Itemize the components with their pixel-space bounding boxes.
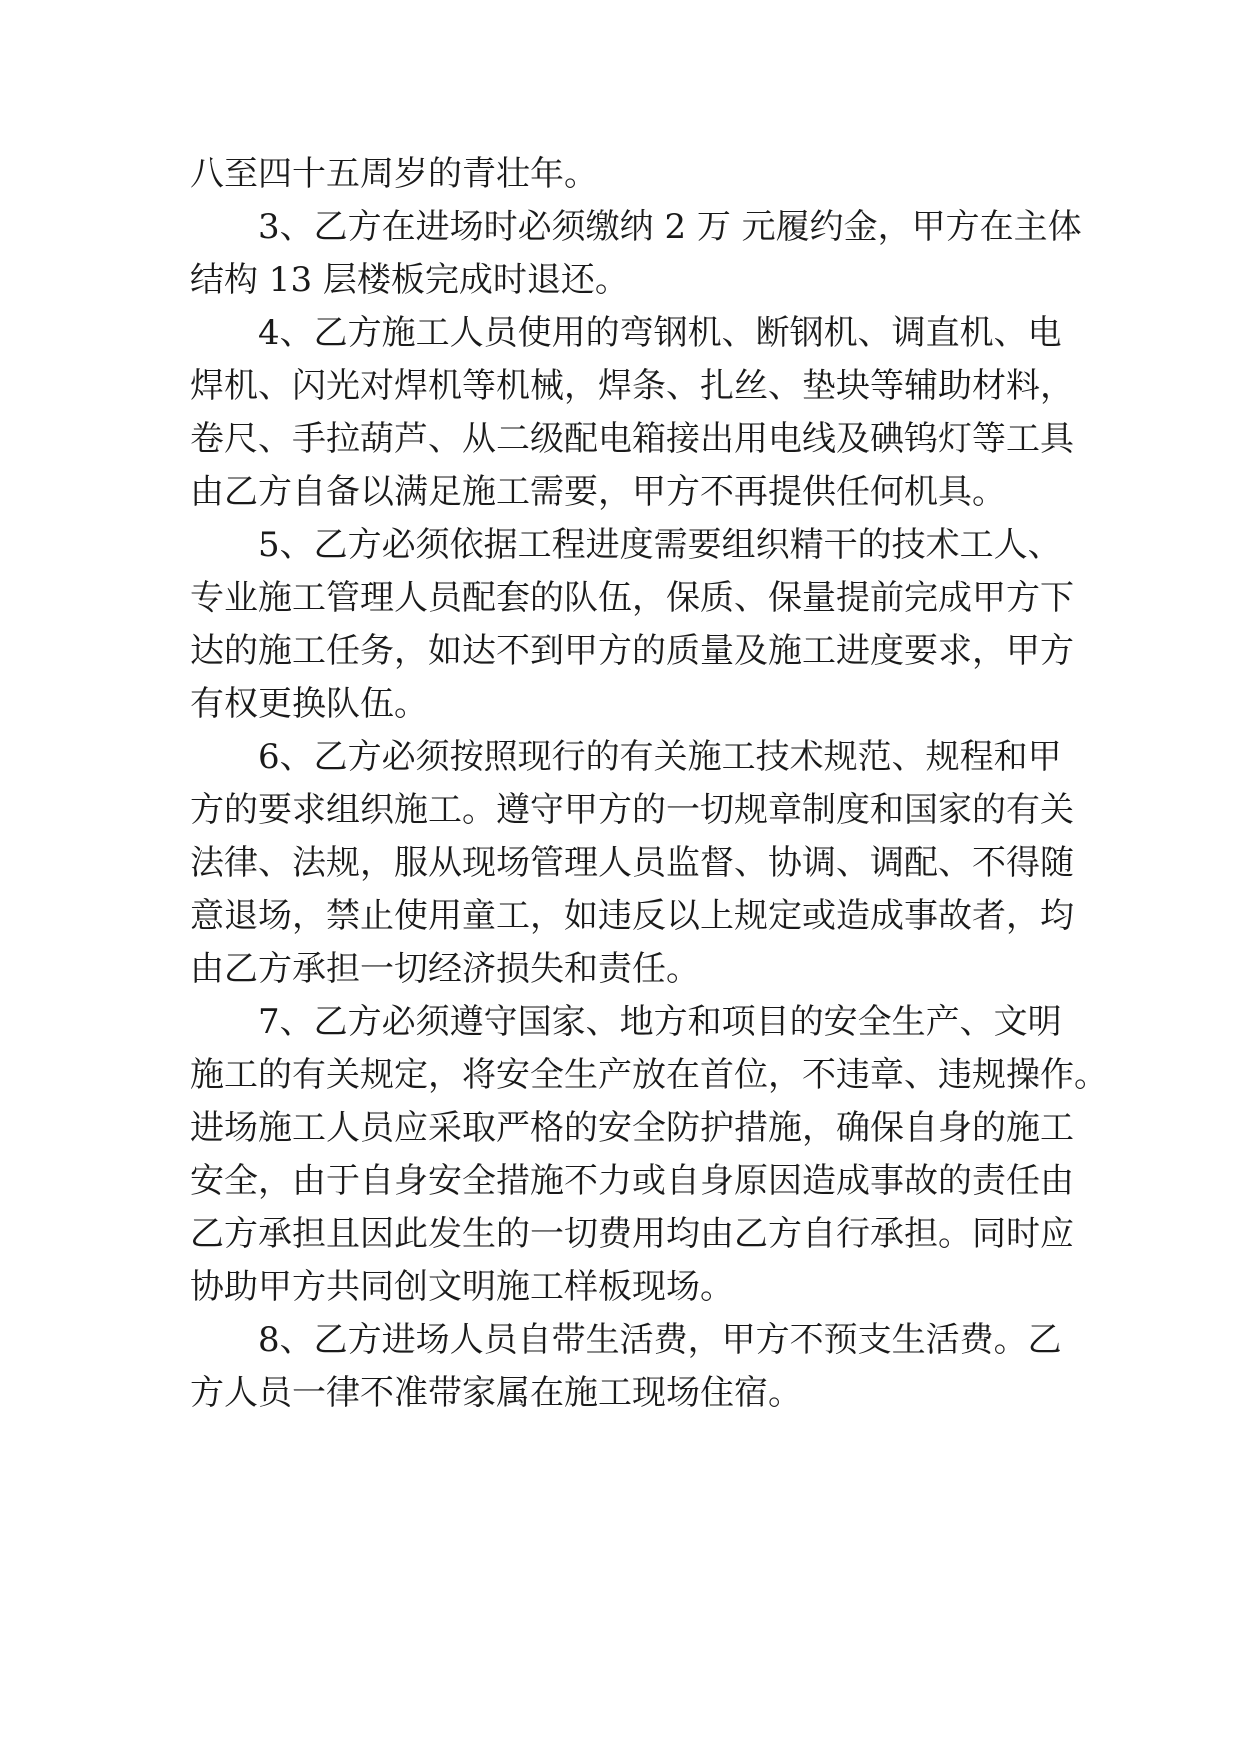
paragraph-3-line-2: 结构 13 层楼板完成时退还。 [190,260,629,300]
paragraph-7-line-3: 进场施工人员应采取严格的安全防护措施，确保自身的施工 [190,1108,1074,1148]
paragraph-5-line-1: 5、乙方必须依据工程进度需要组织精干的技术工人、 [258,525,1062,565]
paragraph-7-line-2: 施工的有关规定，将安全生产放在首位，不违章、违规操作。 [190,1055,1108,1095]
text-line: 八至四十五周岁的青壮年。 [190,154,598,194]
paragraph-4-line-1: 4、乙方施工人员使用的弯钢机、断钢机、调直机、电 [258,313,1062,353]
paragraph-6-line-1: 6、乙方必须按照现行的有关施工技术规范、规程和甲 [258,737,1062,777]
paragraph-7-line-4: 安全，由于自身安全措施不力或自身原因造成事故的责任由 [190,1161,1074,1201]
paragraph-7-line-6: 协助甲方共同创文明施工样板现场。 [190,1267,734,1307]
paragraph-4-line-2: 焊机、闪光对焊机等机械，焊条、扎丝、垫块等辅助材料， [190,366,1074,406]
paragraph-3-line-1: 3、乙方在进场时必须缴纳 2 万 元履约金，甲方在主体 [258,207,1082,247]
paragraph-4-line-4: 由乙方自备以满足施工需要，甲方不再提供任何机具。 [190,472,1006,512]
paragraph-5-line-2: 专业施工管理人员配套的队伍，保质、保量提前完成甲方下 [190,578,1074,618]
paragraph-5-line-3: 达的施工任务，如达不到甲方的质量及施工进度要求，甲方 [190,631,1074,671]
paragraph-6-line-2: 方的要求组织施工。遵守甲方的一切规章制度和国家的有关 [190,790,1074,830]
paragraph-8-line-2: 方人员一律不准带家属在施工现场住宿。 [190,1373,802,1413]
paragraph-5-line-4: 有权更换队伍。 [190,684,428,724]
paragraph-7-line-5: 乙方承担且因此发生的一切费用均由乙方自行承担。同时应 [190,1214,1074,1254]
paragraph-6-line-4: 意退场，禁止使用童工，如违反以上规定或造成事故者，均 [190,896,1074,936]
paragraph-8-line-1: 8、乙方进场人员自带生活费，甲方不预支生活费。乙 [258,1320,1062,1360]
paragraph-4-line-3: 卷尺、手拉葫芦、从二级配电箱接出用电线及碘钨灯等工具 [190,419,1074,459]
paragraph-6-line-3: 法律、法规，服从现场管理人员监督、协调、调配、不得随 [190,843,1074,883]
paragraph-6-line-5: 由乙方承担一切经济损失和责任。 [190,949,700,989]
paragraph-7-line-1: 7、乙方必须遵守国家、地方和项目的安全生产、文明 [258,1002,1062,1042]
